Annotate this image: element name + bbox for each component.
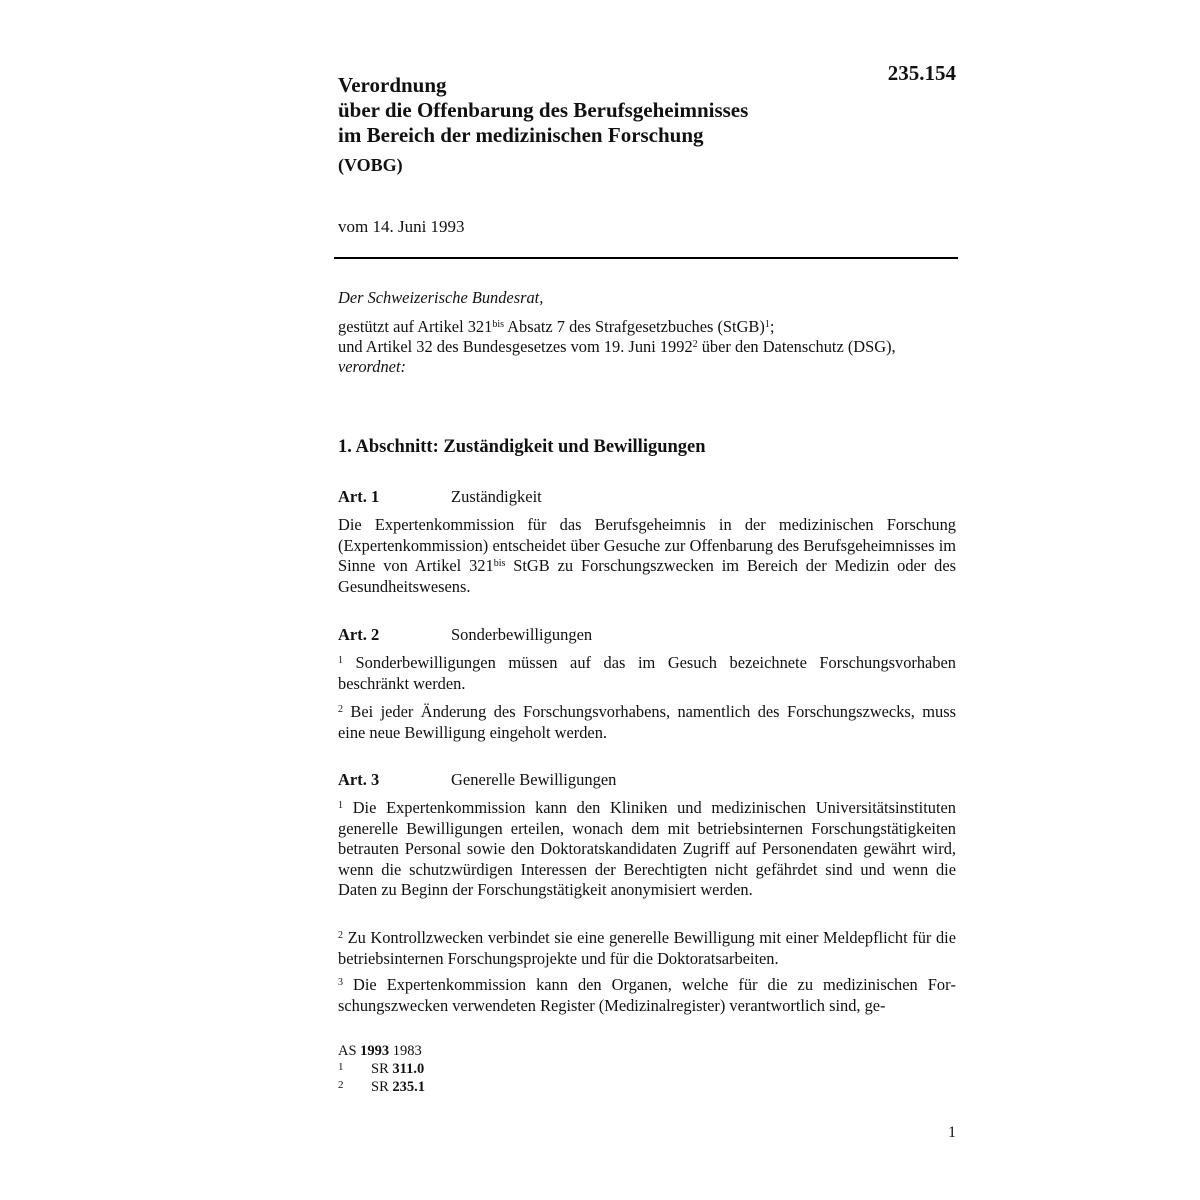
article-3-heading: [338, 770, 616, 790]
article-title: Zuständigkeit: [451, 487, 542, 506]
article-1-text: Die Expertenkommission für das Berufsgeheimnis in der medizinischen Forschung (Expertenkommission) entscheidet über Gesuche zur Offenbarung des Berufsgeheimnisses im Sinne von Artikel $321^{bis}$ StGB zu Forschungszwecken im Bereich der Medizin oder des Gesundheitswesens.: [338, 515, 956, 596]
official-compilation-ref: AS 1993 1983: [338, 1043, 422, 1059]
article-2-heading: [338, 625, 592, 645]
preamble-basis-1: gestützt auf Artikel $321^{bis}$ Absatz 7 des Strafgesetzbuches (StGB)$^1$;: [338, 317, 775, 336]
title-line: im Bereich der medizinischen Forschung: [338, 123, 704, 147]
article-3-paragraph-2: $^2$ Zu Kontrollzwecken verbindet sie eine generelle Bewilligung mit einer Meldepflicht für die betriebsinternen Forschungsprojekte und für die Doktoratsarbeiten.: [338, 928, 956, 968]
preamble-authority: Der Schweizerische Bundesrat,: [338, 288, 544, 307]
article-1-heading: [338, 487, 542, 507]
article-3-paragraph-3: $^3$ Die Expertenkommission kann den Organen, welche für die zu medizinischen Forschungszwecken verwendeten Register (Medizinalregister) verantwortlich sind, ge-: [338, 975, 956, 1015]
article-2-paragraph-2: $^2$ Bei jeder Änderung des Forschungsvorhabens, namentlich des Forschungszwecks, muss eine neue Bewilligung eingeholt werden.: [338, 702, 956, 742]
section-heading: 1. Abschnitt: Zuständigkeit und Bewilligungen: [338, 437, 706, 457]
article-3-paragraph-1: $^1$ Die Expertenkommission kann den Kliniken und medizinischen Universitätsinstituten generelle Bewilligungen erteilen, wonach dem mit betriebsinternen Forschungstätigkeiten betrauten Personal sowie den Doktoratskandidaten Zugriff auf Personendaten gewährt wird, wenn die schutzwürdigen Interessen der Berechtigten nicht gefährdet sind und wenn die Daten zu Beginn der Forschungstätigkeit anonymisiert werden.: [338, 798, 956, 899]
title-line: Verordnung: [338, 73, 447, 97]
article-title: Generelle Bewilligungen: [451, 770, 617, 789]
title-line: über die Offenbarung des Berufsgeheimnisses: [338, 98, 749, 122]
footnote-ref[interactable]: 2: [692, 339, 698, 350]
preamble: [338, 288, 956, 377]
footnote-ref[interactable]: 1: [764, 319, 770, 330]
footnotes: [338, 1043, 425, 1095]
ordinance-title: [338, 73, 748, 148]
article-number: Art. 3: [338, 770, 380, 789]
article-number: Art. 2: [338, 625, 380, 644]
ordinance-date: vom 14. Juni 1993: [338, 217, 465, 236]
article-2-paragraph-1: $^1$ Sonderbewilligungen müssen auf das im Gesuch bezeichnete Forschungsvorhaben beschränkt werden.: [338, 653, 956, 693]
ordinance-abbreviation: (VOBG): [338, 155, 403, 175]
header-divider: [334, 257, 958, 259]
footnote-1: 1 SR 311.0: [338, 1061, 425, 1077]
page-number: 1: [948, 1124, 956, 1141]
article-title: Sonderbewilligungen: [451, 625, 593, 644]
preamble-basis-2: und Artikel 32 des Bundesgesetzes vom 19. Juni 1992$^2$ über den Datenschutz (DSG),: [338, 337, 896, 356]
footnote-2: 2 SR 235.1: [338, 1079, 425, 1095]
preamble-enacts: verordnet:: [338, 357, 406, 376]
sr-number: 235.154: [887, 61, 956, 85]
article-number: Art. 1: [338, 487, 380, 506]
